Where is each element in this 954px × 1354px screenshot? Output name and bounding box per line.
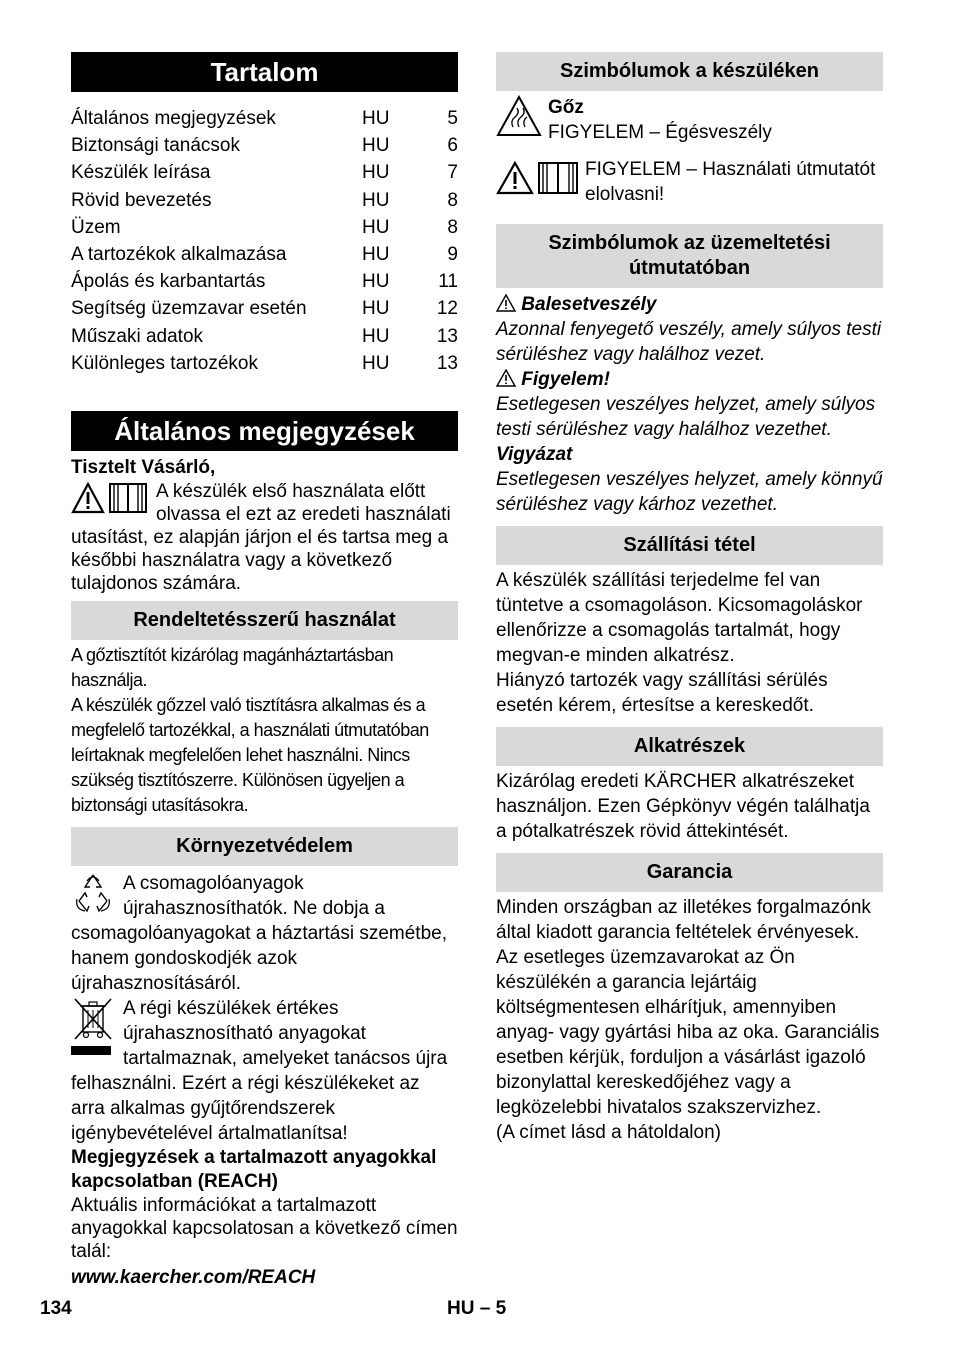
right-column <box>496 52 883 1145</box>
steam-text: FIGYELEM – Égésveszély <box>548 122 772 143</box>
toc-row[interactable] <box>71 268 458 295</box>
warranty-heading: Garancia <box>496 853 883 892</box>
toc-row[interactable] <box>71 295 458 322</box>
toc-entry-title: Biztonsági tanácsok <box>71 135 240 157</box>
toc-entry-lang: HU <box>362 162 390 184</box>
recycle-icon <box>71 871 115 915</box>
toc-entry-page: 8 <box>447 189 458 211</box>
warranty-p1: Minden országban az illetékes forgalmazónk által kiadott garancia feltételek érvényesek. Az esetleges üzemzavarokat az Ön készülékén a garancia lejártáig költségmentesen elhárítjuk, amennyiben anyag- vagy gyártási hiba az oka. Garanciális esetben kérjük, forduljon a vásárlást igazoló bizonylattal kereskedőjéhez vagy a legközelebbi hivatalos szakszervizhez. <box>496 897 880 1118</box>
manual-book-icon <box>108 482 148 514</box>
danger-label: Balesetveszély <box>521 294 657 315</box>
toc-entry-title: A tartozékok alkalmazása <box>71 244 287 266</box>
toc-entry-title: Készülék leírása <box>71 162 211 184</box>
toc-row[interactable] <box>71 105 458 132</box>
toc-entry-page: 5 <box>447 108 458 129</box>
toc-list <box>71 105 458 377</box>
toc-entry-page: 8 <box>447 216 458 238</box>
warning-triangle-icon <box>71 482 105 514</box>
manual-book-icon <box>537 161 579 195</box>
general-heading: Általános megjegyzések <box>71 411 458 451</box>
intended-use-p1: A gőztisztítót kizárólag magánháztartásban használja. <box>71 645 394 691</box>
manual-text: FIGYELEM – Használati útmutatót elolvasni! <box>585 159 876 205</box>
warranty-p2: (A címet lásd a hátoldalon) <box>496 1122 721 1143</box>
toc-entry-page: 6 <box>447 135 458 157</box>
warning-manual-icons <box>71 482 148 514</box>
toc-entry-lang: HU <box>362 271 390 293</box>
toc-entry-page: 13 <box>436 352 458 374</box>
toc-entry-lang: HU <box>362 108 390 129</box>
toc-entry-lang: HU <box>362 352 390 374</box>
toc-entry-lang: HU <box>362 135 390 157</box>
page-number: 134 <box>40 1298 72 1319</box>
general-intro: A készülék első használata előtt olvassa el ezt az eredeti használati utasítást, ez alapján járjon el és tartsa meg a későbbi használatra vagy a következő tulajdonos számára. <box>71 481 451 595</box>
toc-row[interactable] <box>71 214 458 241</box>
caution-text: Esetlegesen veszélyes helyzet, amely könnyű sérüléshez vagy kárhoz vezethet. <box>496 469 883 515</box>
toc-heading: Tartalom <box>71 52 458 92</box>
parts-heading: Alkatrészek <box>496 727 883 766</box>
caution-label: Vigyázat <box>496 444 573 465</box>
bin-bar-icon <box>71 1046 111 1055</box>
toc-entry-lang: HU <box>362 298 390 320</box>
toc-row[interactable] <box>71 350 458 377</box>
toc-entry-lang: HU <box>362 216 390 238</box>
reach-text: Aktuális információkat a tartalmazott anyagokkal kapcsolatosan a következő címen talál: <box>71 1195 458 1263</box>
recycle-icon-wrap <box>71 871 115 915</box>
toc-entry-page: 12 <box>436 298 458 320</box>
toc-entry-lang: HU <box>362 244 390 266</box>
intended-use-p2: A készülék gőzzel való tisztításra alkalmas és a megfelelő tartozékkal, a használati útmutatóban leírtaknak megfelelően lehet használni. Nincs szükség tisztítószerre. Különösen ügyeljen a biztonsági utasításokra. <box>71 695 429 816</box>
toc-entry-page: 13 <box>436 325 458 347</box>
delivery-p2: Hiányzó tartozék vagy szállítási sérülés esetén kérem, értesítse a kereskedőt. <box>496 670 828 716</box>
danger-text: Azonnal fenyegető veszély, amely súlyos testi sérüléshez vagy halálhoz vezet. <box>496 319 882 365</box>
toc-entry-title: Különleges tartozékok <box>71 352 258 374</box>
toc-entry-title: Ápolás és karbantartás <box>71 271 266 293</box>
danger-triangle-icon <box>496 294 516 312</box>
parts-p1: Kizárólag eredeti KÄRCHER alkatrészeket használjon. Ezen Gépkönyv végén találhatja a pótalkatrészek rövid áttekintését. <box>496 771 870 842</box>
warning-label: Figyelem! <box>521 369 610 390</box>
warning-row <box>496 367 883 392</box>
intended-use-heading: Rendeltetésszerű használat <box>71 601 458 640</box>
warning-small-triangle-icon <box>496 369 516 387</box>
toc-row[interactable] <box>71 323 458 350</box>
environment-p1: A csomagolóanyagok újrahasznosíthatók. Ne dobja a csomagolóanyagokat a háztartási szemétbe, hanem gondoskodjék azok újrahasznosításáról. <box>71 873 447 995</box>
steam-symbol-row <box>496 95 883 145</box>
left-column <box>71 52 458 1290</box>
delivery-p1: A készülék szállítási terjedelme fel van tüntetve a csomagoláson. Kicsomagoláskor ellenőrizze a csomagolás tartalmát, hogy megvan-e minden alkatrész. <box>496 570 863 666</box>
reach-heading: Megjegyzések a tartalmazott anyagokkal kapcsolatban (REACH) <box>71 1147 437 1193</box>
toc-row[interactable] <box>71 132 458 159</box>
toc-entry-title: Segítség üzemzavar esetén <box>71 298 307 320</box>
section-label: HU – 5 <box>447 1298 507 1319</box>
crossed-out-bin-icon <box>71 996 115 1040</box>
environment-heading: Környezetvédelem <box>71 827 458 866</box>
toc-entry-lang: HU <box>362 325 390 347</box>
wheelie-bin-icon-wrap <box>71 996 115 1055</box>
toc-row[interactable] <box>71 241 458 268</box>
toc-entry-title: Rövid bevezetés <box>71 189 212 211</box>
delivery-heading: Szállítási tétel <box>496 526 883 565</box>
greeting: Tisztelt Vásárló, <box>71 457 216 479</box>
toc-entry-page: 11 <box>438 271 458 293</box>
hot-steam-warning-icon <box>496 95 542 137</box>
toc-entry-page: 7 <box>447 162 458 184</box>
reach-link[interactable]: www.kaercher.com/REACH <box>71 1267 316 1289</box>
warning-text: Esetlegesen veszélyes helyzet, amely súlyos testi sérüléshez vagy halálhoz vezethet. <box>496 394 876 440</box>
environment-p2: A régi készülékek értékes újrahasznosítható anyagokat tartalmaznak, amelyeket tanácsos újra felhasználni. Ezért a régi készülékeket az arra alkalmas gyűjtőrendszerek igénybevételével ártalmatlanítsa! <box>71 998 448 1145</box>
steam-label: Gőz <box>548 97 584 118</box>
danger-row <box>496 292 883 317</box>
toc-entry-title: Üzem <box>71 216 121 238</box>
toc-row[interactable] <box>71 187 458 214</box>
symbols-device-heading: Szimbólumok a készüléken <box>496 52 883 91</box>
symbols-manual-heading: Szimbólumok az üzemeltetési útmutatóban <box>496 224 883 288</box>
toc-row[interactable] <box>71 159 458 186</box>
manual-symbol-row <box>496 157 883 207</box>
toc-entry-lang: HU <box>362 189 390 211</box>
toc-entry-title: Műszaki adatok <box>71 325 204 347</box>
toc-entry-page: 9 <box>447 244 458 266</box>
warning-triangle-icon <box>496 161 534 195</box>
toc-entry-title: Általános megjegyzések <box>71 108 276 129</box>
